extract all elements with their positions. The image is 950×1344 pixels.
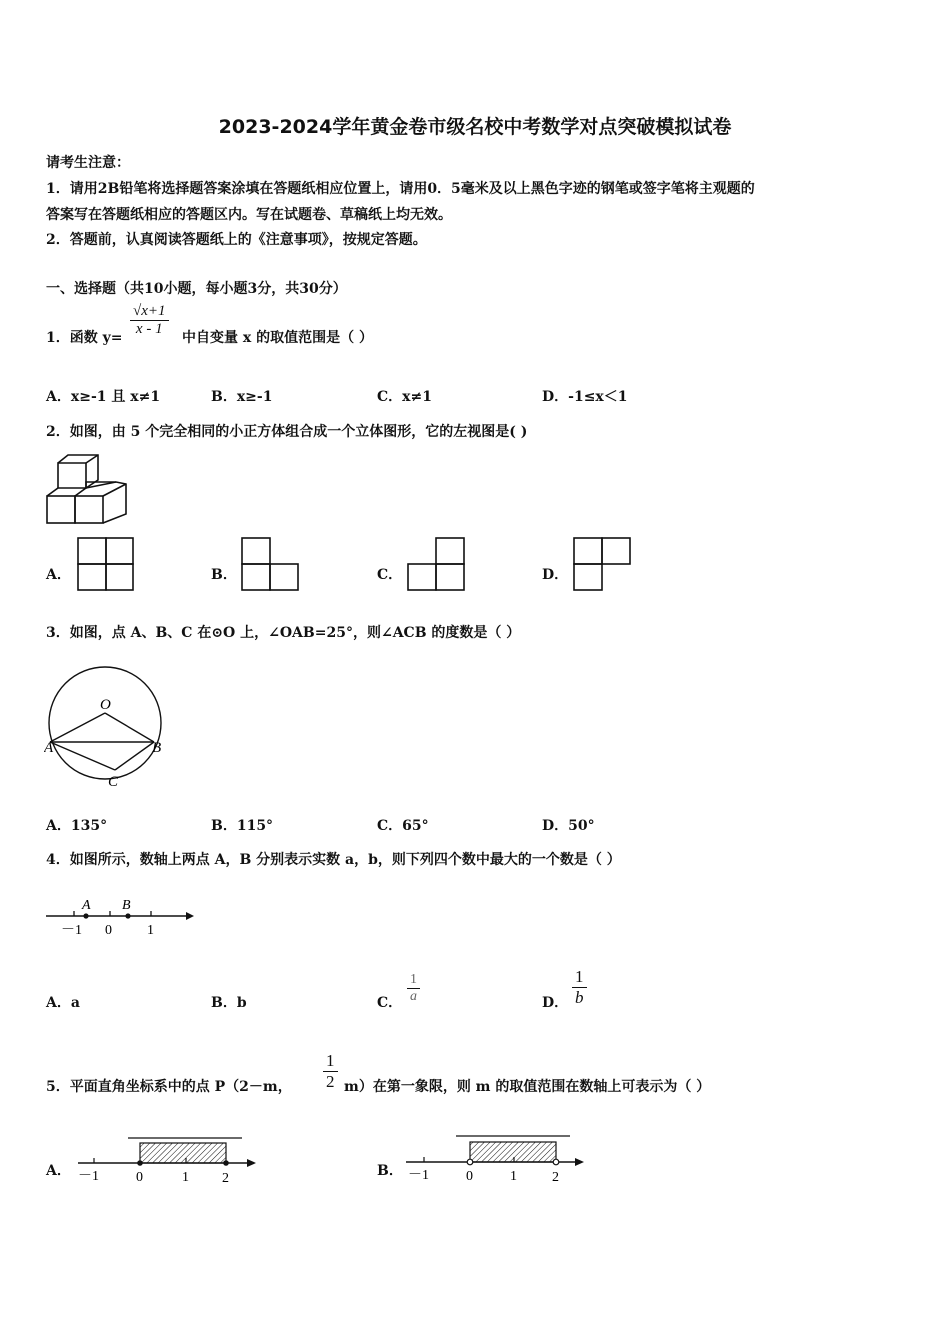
question-5-fraction [323,1051,338,1092]
q2-option-d-figure [572,536,634,592]
point-b-label: B [122,898,131,913]
q2-option-c-label[interactable]: C． [377,567,403,583]
q4-option-a[interactable]: A．a [46,995,80,1011]
tick-neg1: －1 [408,1168,429,1183]
question-5-suffix: m）在第一象限，则 m 的取值范围在数轴上可表示为（ ） [344,1079,711,1095]
label-o: O [100,697,111,713]
number-line-q4 [44,892,200,940]
notice-line-2: 答案写在答题纸相应的答题区内。写在试题卷、草稿纸上均无效。 [46,207,452,223]
fraction-numerator: 1 [323,1051,338,1072]
page-title: 2023-2024学年黄金卷市级名校中考数学对点突破模拟试卷 [218,116,732,138]
q1-option-a[interactable]: A．x≥-1 且 x≠1 [46,389,161,405]
tick-0: 0 [136,1170,143,1185]
cube-figure [44,452,134,528]
q4-option-d-fraction [572,967,587,1008]
q1-option-d[interactable]: D．-1≤x＜1 [542,389,628,405]
question-1-fraction [130,303,169,338]
fraction-denominator: x - 1 [135,321,163,337]
q1-option-c[interactable]: C．x≠1 [377,389,432,405]
q2-option-a-figure [76,536,136,592]
q3-option-b[interactable]: B．115° [211,818,274,834]
tick-0: 0 [105,923,112,938]
notice-line-1: 1．请用2B铅笔将选择题答案涂填在答题纸相应位置上，请用0．5毫米及以上黑色字迹的钢笔或签字笔将主观题的 [46,181,755,197]
circle-figure [44,660,172,790]
tick-neg1: －1 [61,923,82,938]
q5-option-b-label[interactable]: B． [377,1163,403,1179]
question-2-text: 2．如图，由 5 个完全相同的小正方体组合成一个立体图形，它的左视图是( ) [46,424,528,440]
q2-option-d-label[interactable]: D． [542,567,569,583]
q2-option-b-label[interactable]: B． [211,567,237,583]
q5-option-a-number-line [74,1128,260,1190]
q3-option-d[interactable]: D．50° [542,818,595,834]
label-b: B [152,740,162,756]
q3-option-a[interactable]: A．135° [46,818,108,834]
notice-heading: 请考生注意： [46,155,130,171]
fraction-denominator: a [410,989,417,1004]
section-heading: 一、选择题（共10小题，每小题3分，共30分） [46,281,347,297]
fraction-denominator: 2 [326,1072,335,1091]
q2-option-a-label[interactable]: A． [46,567,71,583]
q4-option-b[interactable]: B．b [211,995,247,1011]
point-a-label: A [82,898,91,913]
tick-2: 2 [222,1171,229,1186]
tick-neg1: －1 [78,1169,99,1184]
label-c: C [108,774,119,790]
tick-2: 2 [552,1170,559,1185]
question-1-prefix: 1．函数 y= [46,330,123,346]
fraction-numerator: √x+1 [130,303,169,321]
notice-line-3: 2．答题前，认真阅读答题纸上的《注意事项》，按规定答题。 [46,232,427,248]
q4-option-d[interactable]: D． [542,995,569,1011]
fraction-denominator: b [575,988,584,1007]
question-1-suffix: 中自变量 x 的取值范围是（ ） [182,330,373,346]
tick-0: 0 [466,1169,473,1184]
q2-option-c-figure [406,536,468,592]
fraction-numerator: 1 [572,967,587,988]
tick-1: 1 [510,1169,517,1184]
q4-option-c-fraction [407,972,420,1005]
fraction-numerator: 1 [407,972,420,989]
q3-option-c[interactable]: C．65° [377,818,429,834]
label-a: A [44,740,54,756]
question-3-text: 3．如图，点 A、B、C 在⊙O 上，∠OAB=25°，则∠ACB 的度数是（ ） [46,625,521,641]
q5-option-a-label[interactable]: A． [46,1163,71,1179]
tick-1: 1 [182,1170,189,1185]
q1-option-b[interactable]: B．x≥-1 [211,389,273,405]
q2-option-b-figure [240,536,302,592]
question-4-text: 4．如图所示，数轴上两点 A，B 分别表示实数 a，b，则下列四个数中最大的一个数是（ ） [46,852,621,868]
question-5-prefix: 5．平面直角坐标系中的点 P（2－m， [46,1079,292,1095]
tick-1: 1 [147,923,154,938]
q5-option-b-number-line [404,1126,590,1188]
q4-option-c[interactable]: C． [377,995,403,1011]
